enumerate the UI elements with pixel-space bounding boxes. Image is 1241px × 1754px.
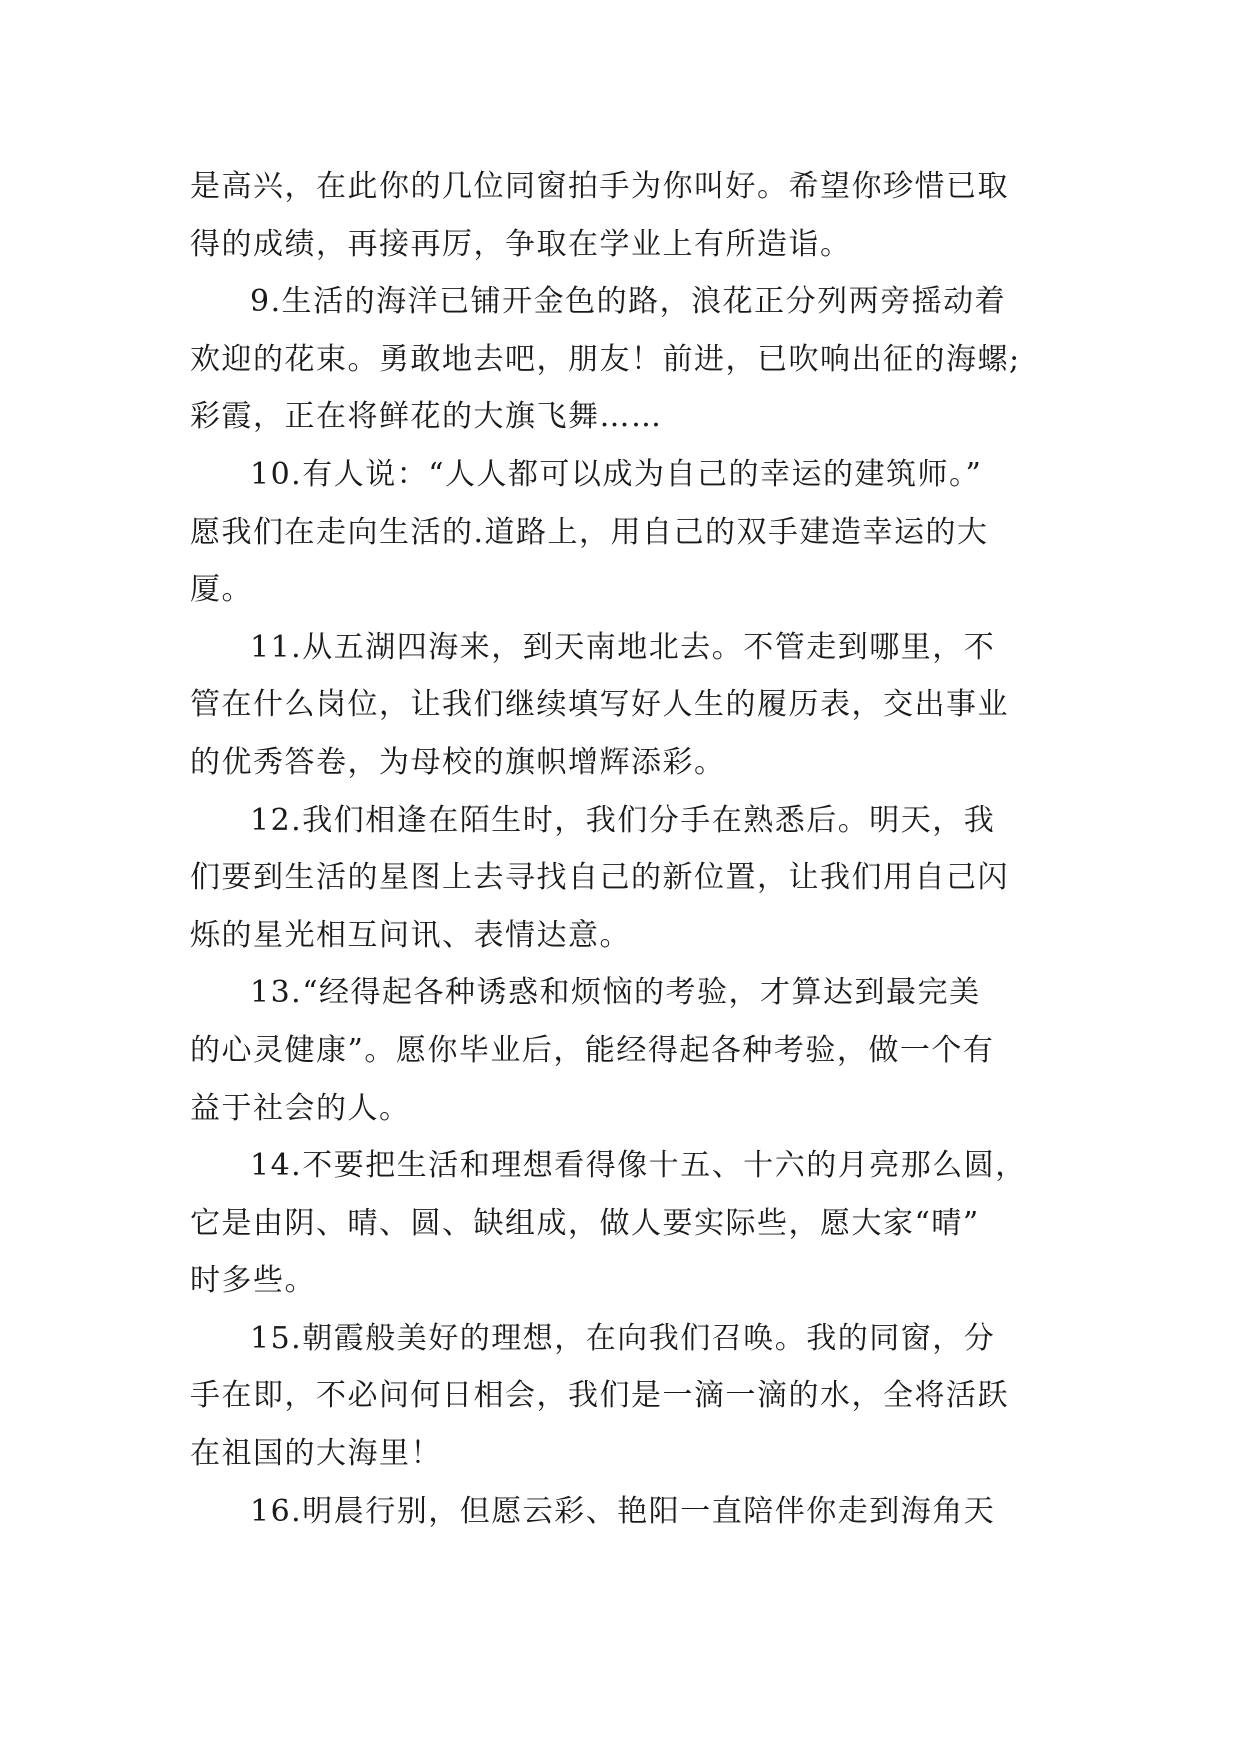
- text-line: 12.我们相逢在陌生时，我们分手在熟悉后。明天，我: [250, 802, 996, 838]
- paragraph-item-14: [190, 1137, 1062, 1310]
- text-line: 15.朝霞般美好的理想，在向我们召唤。我的同窗，分: [250, 1320, 996, 1356]
- text-line: 们要到生活的星图上去寻找自己的新位置，让我们用自己闪: [190, 860, 1009, 896]
- text-line: 它是由阴、晴、圆、缺组成，做人要实际些，愿大家“晴”: [190, 1205, 980, 1241]
- text-line: 是高兴，在此你的几位同窗拍手为你叫好。希望你珍惜已取: [190, 169, 1009, 204]
- text-line: 得的成绩，再接再厉，争取在学业上有所造诣。: [190, 226, 852, 262]
- text-line: 11.从五湖四海来，到天南地北去。不管走到哪里，不: [250, 629, 996, 665]
- paragraph-continuation: [190, 158, 1062, 273]
- text-line: 在祖国的大海里！: [190, 1436, 442, 1472]
- text-line: 13.“经得起各种诱惑和烦恼的考验，才算达到最完美: [250, 975, 981, 1011]
- paragraph-item-10: [190, 446, 1062, 619]
- text-line: 14.不要把生活和理想看得像十五、十六的月亮那么圆，: [250, 1148, 1027, 1184]
- paragraph-item-15: [190, 1310, 1062, 1483]
- text-line: 16.明晨行别，但愿云彩、艳阳一直陪伴你走到海角天: [250, 1493, 996, 1529]
- text-line: 9.生活的海洋已铺开金色的路，浪花正分列两旁摇动着: [250, 284, 1007, 320]
- text-line: 欢迎的花束。勇敢地去吧，朋友！前进，已吹响出征的海螺;: [190, 341, 1021, 377]
- paragraph-item-16: [190, 1483, 1062, 1541]
- paragraph-item-9: [190, 273, 1062, 446]
- text-line: 愿我们在走向生活的.道路上，用自己的双手建造幸运的大: [190, 514, 989, 550]
- text-line: 厦。: [190, 572, 253, 608]
- text-line: 管在什么岗位，让我们继续填写好人生的履历表，交出事业: [190, 687, 1009, 723]
- text-line: 烁的星光相互问讯、表情达意。: [190, 917, 631, 953]
- text-line: 10.有人说：“人人都可以成为自己的幸运的建筑师。”: [250, 456, 983, 492]
- text-line: 彩霞，正在将鲜花的大旗飞舞……: [190, 399, 663, 435]
- text-line: 的优秀答卷，为母校的旗帜增辉添彩。: [190, 744, 726, 780]
- text-line: 时多些。: [190, 1263, 316, 1299]
- paragraph-item-11: [190, 619, 1062, 792]
- document-body: [190, 158, 1062, 1540]
- text-line: 的心灵健康”。愿你毕业后，能经得起各种考验，做一个有: [190, 1032, 995, 1068]
- text-line: 益于社会的人。: [190, 1090, 411, 1126]
- paragraph-item-13: [190, 964, 1062, 1137]
- paragraph-item-12: [190, 792, 1062, 965]
- text-line: 手在即，不必问何日相会，我们是一滴一滴的水，全将活跃: [190, 1378, 1009, 1414]
